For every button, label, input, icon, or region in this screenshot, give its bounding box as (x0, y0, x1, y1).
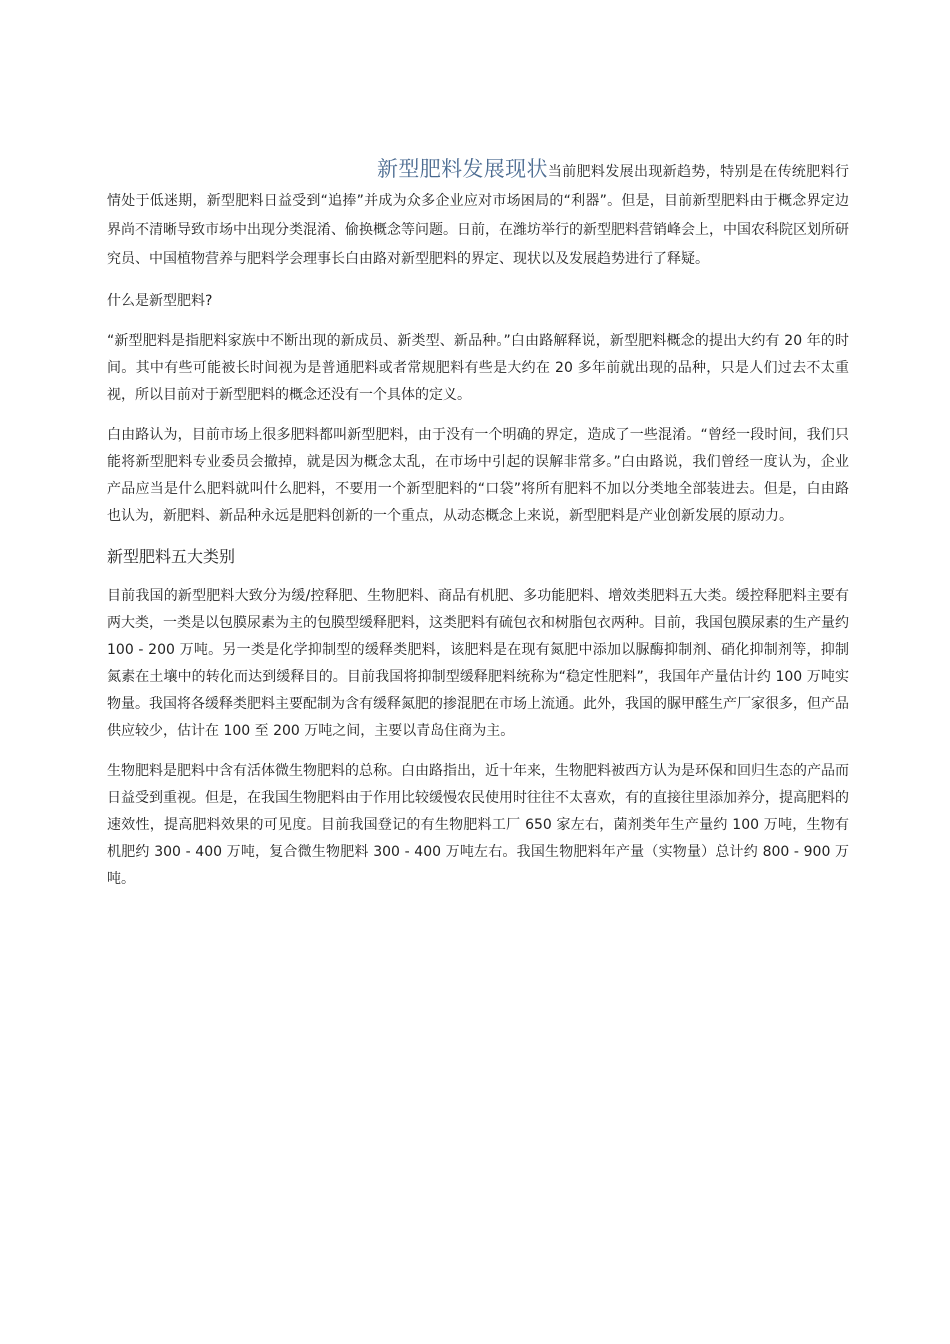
section-heading-five-categories: 新型肥料五大类别 (107, 547, 236, 566)
paragraph-slow-release: 目前我国的新型肥料大致分为缓/控释肥、生物肥料、商品有机肥、多功能肥料、增效类肥料五大类。缓控释肥料主要有两大类，一类是以包膜尿素为主的包膜型缓释肥料，这类肥料有硫包衣和树脂包衣两种。目前，我国包膜尿素的生产量约 100 - 200 万吨。另一类是化学抑制型的缓释类肥料，该肥料是在现有氮肥中添加以脲酶抑制剂、硝化抑制剂等，抑制氮素在土壤中的转化而达到缓释目的。目前我国将抑制型缓释肥料统称为“稳定性肥料”，我国年产量估计约 100 万吨实物量。我国将各缓释类肥料主要配制为含有缓释氮肥的掺混肥在市场上流通。此外，我国的脲甲醛生产厂家很多，但产品供应较少，估计在 100 至 200 万吨之间，主要以青岛住商为主。 (107, 588, 849, 739)
paragraph-definition: “新型肥料是指肥料家族中不断出现的新成员、新类型、新品种。”白由路解释说，新型肥料概念的提出大约有 20 年的时间。其中有些可能被长时间视为是普通肥料或者常规肥料有些是大约在 20 多年前就出现的品种，只是人们过去不太重视，所以目前对于新型肥料的概念还没有一个具体的定义。 (107, 333, 849, 403)
intro-text: 当前肥料发展出现新趋势，特别是在传统肥料行情处于低迷期，新型肥料日益受到“追捧”并成为众多企业应对市场困局的“利器”。但是，目前新型肥料由于概念界定边界尚不清晰导致市场中出现分类混淆、偷换概念等问题。日前，在潍坊举行的新型肥料营销峰会上，中国农科院区划所研究员、中国植物营养与肥料学会理事长白由路对新型肥料的界定、现状以及发展趋势进行了释疑。 (107, 164, 850, 267)
document-title: 新型肥料发展现状 (377, 157, 548, 181)
paragraph-opinion: 白由路认为，目前市场上很多肥料都叫新型肥料，由于没有一个明确的界定，造成了一些混淆。“曾经一段时间，我们只能将新型肥料专业委员会撤掉，就是因为概念太乱，在市场中引起的误解非常多。”白由路说，我们曾经一度认为，企业产品应当是什么肥料就叫什么肥料，不要用一个新型肥料的“口袋”将所有肥料不加以分类地全部装进去。但是，白由路也认为，新肥料、新品种永远是肥料创新的一个重点，从动态概念上来说，新型肥料是产业创新发展的原动力。 (107, 427, 849, 524)
intro-paragraph (107, 155, 849, 274)
section-heading-what-is: 什么是新型肥料? (107, 293, 213, 309)
document-body (107, 155, 849, 906)
paragraph-bio-fertilizer: 生物肥料是肥料中含有活体微生物肥料的总称。白由路指出，近十年来，生物肥料被西方认为是环保和回归生态的产品而日益受到重视。但是，在我国生物肥料由于作用比较缓慢农民使用时往往不太喜欢，有的直接往里添加养分，提高肥料的速效性，提高肥料效果的可见度。目前我国登记的有生物肥料工厂 650 家左右，菌剂类年生产量约 100 万吨，生物有机肥约 300 - 400 万吨，复合微生物肥料 300 - 400 万吨左右。我国生物肥料年产量（实物量）总计约 800 - 900 万吨。 (107, 763, 849, 887)
